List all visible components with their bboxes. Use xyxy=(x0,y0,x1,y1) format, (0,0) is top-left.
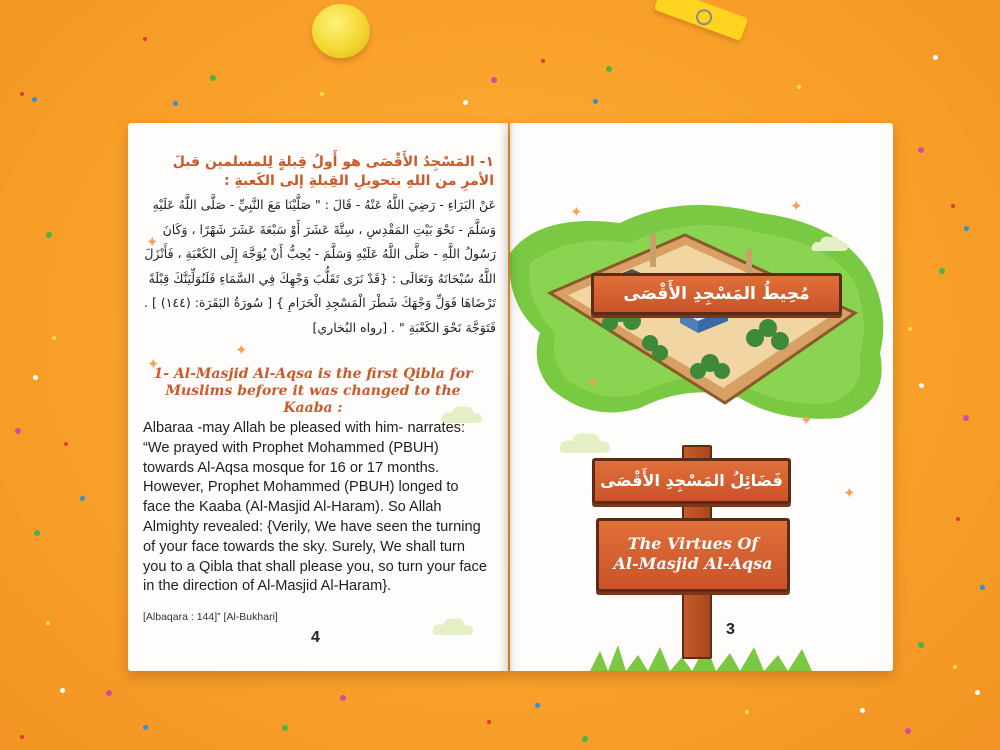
sprinkle-dot xyxy=(32,97,37,102)
sprinkle-dot xyxy=(919,383,924,388)
sprinkle-dot xyxy=(905,728,911,734)
page-number-right: 3 xyxy=(726,621,735,638)
sprinkle-dot xyxy=(33,375,38,380)
sprinkle-dot xyxy=(491,77,497,83)
title-sign xyxy=(591,273,842,315)
cloud-icon xyxy=(810,233,850,253)
english-reference: [Albaqara : 144]” [Al-Bukhari] xyxy=(143,611,278,623)
star-icon: ✦ xyxy=(146,234,159,251)
sprinkle-dot xyxy=(860,708,865,713)
sprinkle-dot xyxy=(52,336,56,340)
sprinkle-dot xyxy=(582,736,588,742)
sprinkle-dot xyxy=(908,327,912,331)
sprinkle-dot xyxy=(320,92,324,96)
arabic-hadith-text: عَنْ البَرَاءِ - رَضِيَ اللَّهُ عَنْهُ - قَالَ : " صَلَّيْنَا مَعَ النَّبِيِّ - صَلَّى اللَّهُ عَلَيْهِ وَسَلَّمَ - نَحْوَ بَيْتِ المَقْدِسِ ، سِتَّةَ عَشَرَ أَوْ سَبْعَةَ عَشَرَ شَهْرًا ، وَكَانَ رَسُولُ اللَّهِ - صَلَّى اللَّهُ عَلَيْهِ وَسَلَّمَ - يُحِبُّ أَنْ يُوَجَّهَ إِلَى الكَعْبَةِ ، فَأَنْزَلَ اللَّهُ سُبْحَانَهُ وَتَعَالَى : {قَدْ نَرَى تَقَلُّبَ وَجْهِكَ فِي السَّمَاءِ فَلَنُوَلِّيَنَّكَ قِبْلَةً تَرْضَاهَا فَوَلِّ وَجْهَكَ شَطْرَ الْمَسْجِدِ الْحَرَامِ } [ سُورَةُ البَقَرَة: (١٤٤) ] . فَتَوَجَّهَ نَحْوَ الكَعْبَةِ " . [رواه البُخاري] xyxy=(144,197,496,335)
sprinkle-dot xyxy=(20,735,24,739)
sprinkle-dot xyxy=(963,415,969,421)
sprinkle-dot xyxy=(46,621,50,625)
sprinkle-dot xyxy=(933,55,938,60)
sprinkle-dot xyxy=(541,59,545,63)
star-icon: ✦ xyxy=(147,356,160,373)
english-heading: 1- Al-Masjid Al-Aqsa is the first Qibla for Muslims before it was changed to the Kaaba : xyxy=(153,366,473,416)
open-booklet xyxy=(128,123,893,671)
sprinkle-dot xyxy=(173,101,178,106)
sprinkle-dot xyxy=(80,496,85,501)
sprinkle-dot xyxy=(463,100,468,105)
sprinkle-dot xyxy=(340,695,346,701)
sprinkle-dot xyxy=(918,147,924,153)
sprinkle-dot xyxy=(282,725,288,731)
sprinkle-dot xyxy=(951,204,955,208)
sprinkle-dot xyxy=(34,530,40,536)
arabic-virtues-sign xyxy=(592,458,791,504)
sprinkle-dot xyxy=(953,665,957,669)
sprinkle-dot xyxy=(210,75,216,81)
english-virtues-sign xyxy=(596,518,790,592)
sprinkle-dot xyxy=(143,725,148,730)
cloud-icon xyxy=(431,615,475,637)
sprinkle-dot xyxy=(964,226,969,231)
sprinkle-dot xyxy=(980,585,985,590)
star-icon: ✦ xyxy=(570,204,583,221)
page-number-left: 4 xyxy=(311,629,320,646)
arabic-heading: ١- المَسْجِدُ الأَقْصَى هو أَولُ قِبلةٍ لِلمسلمين قبلَ الأمرِ من اللهِ بتحويلِ القِبلةِ إلى الكَعبةِ : xyxy=(172,154,494,189)
sprinkle-dot xyxy=(606,66,612,72)
sprinkle-dot xyxy=(487,720,491,724)
book-spine xyxy=(500,123,522,671)
arabic-virtues-sign-text: فَضَائِلُ المَسْجِدِ الأَقْصَى xyxy=(600,471,783,490)
sprinkle-dot xyxy=(797,85,801,89)
english-body-text: Albaraa -may Allah be pleased with him- narrates: “We prayed with Prophet Mohammed (PBUH) towards Al-Aqsa mosque for 16 or 17 months. However, Prophet Mohammed (PBUH) longed to face the Kaaba (Al-Masjid Al-Haram). So Allah Almighty revealed: {Verily, We have seen the turning of your face towards the sky. Surely, We shall turn you to a Qibla that shall please you, so turn your face in the direction of Al-Masjid Al-Haram}. xyxy=(143,420,487,595)
sprinkle-dot xyxy=(939,268,945,274)
star-icon: ✦ xyxy=(235,342,248,359)
clothespin-icon xyxy=(654,0,749,41)
sprinkle-dot xyxy=(593,99,598,104)
sprinkle-dot xyxy=(64,442,68,446)
sprinkle-dot xyxy=(745,710,749,714)
sprinkle-dot xyxy=(60,688,65,693)
sprinkle-dot xyxy=(918,642,924,648)
title-sign-text: مُحِيطُ المَسْجِدِ الأَقْصَى xyxy=(623,284,810,304)
sprinkle-dot xyxy=(15,428,21,434)
english-virtues-line1: The Virtues Of xyxy=(627,534,759,553)
sprinkle-dot xyxy=(535,703,540,708)
english-virtues-line2: Al-Masjid Al-Aqsa xyxy=(613,554,773,573)
sprinkle-dot xyxy=(956,517,960,521)
star-icon: ✦ xyxy=(800,412,813,429)
sprinkle-dot xyxy=(106,690,112,696)
sprinkle-dot xyxy=(143,37,147,41)
sprinkle-dot xyxy=(975,690,980,695)
star-icon: ✦ xyxy=(586,375,599,392)
star-icon: ✦ xyxy=(843,485,856,502)
sprinkle-dot xyxy=(20,92,24,96)
cloud-icon xyxy=(558,429,612,455)
star-icon: ✦ xyxy=(790,198,803,215)
yellow-pompom xyxy=(312,4,370,58)
left-page xyxy=(128,123,508,671)
sprinkle-dot xyxy=(46,232,52,238)
